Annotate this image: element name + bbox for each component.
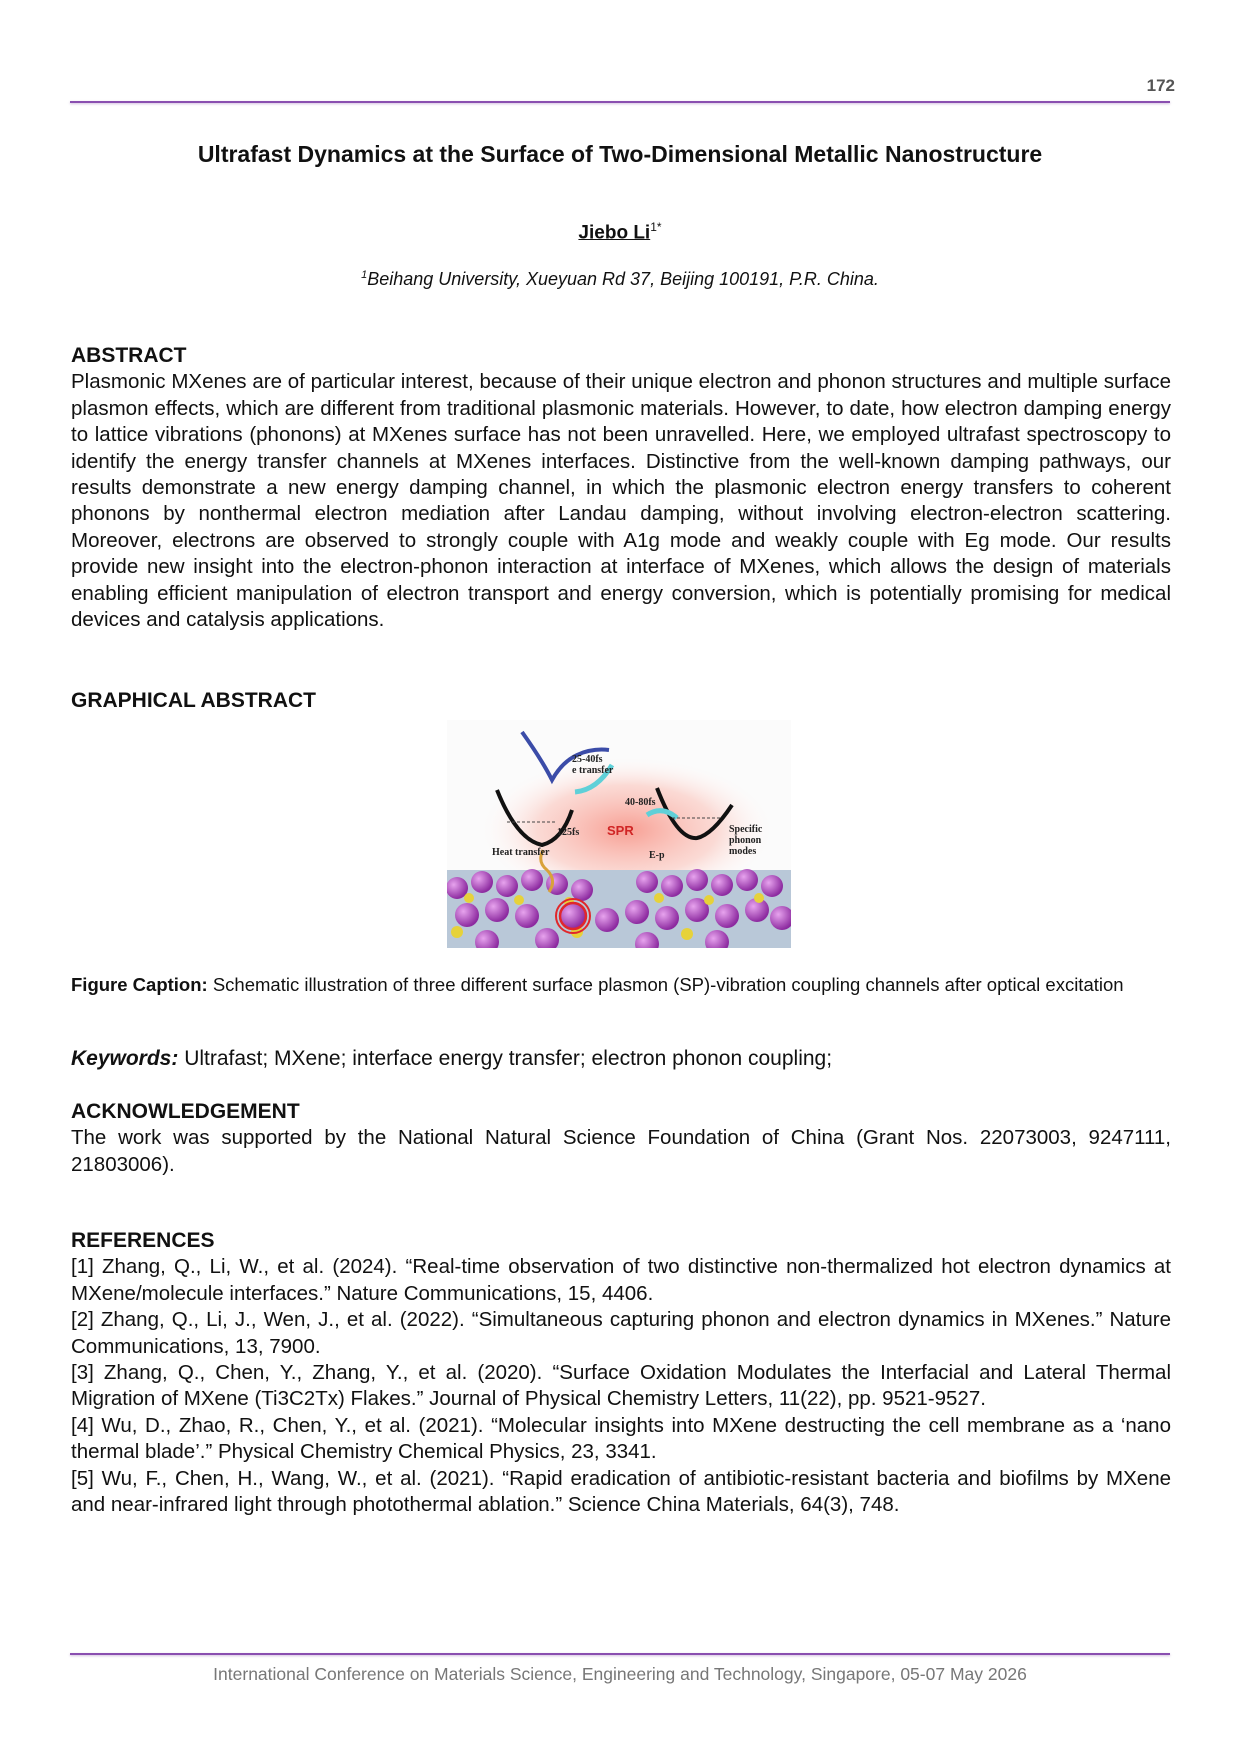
label-phonon: phonon — [729, 835, 762, 846]
affiliation-text: Beihang University, Xueyuan Rd 37, Beijing 100191, P.R. China. — [367, 269, 879, 289]
graphical-abstract-figure — [447, 720, 791, 948]
caption-text: Schematic illustration of three different surface plasmon (SP)-vibration coupling channels after optical excitation — [212, 974, 1124, 995]
reference-item: [3] Zhang, Q., Chen, Y., Zhang, Y., et al. (2020). “Surface Oxidation Modulates the Interfacial and Lateral Thermal Migration of MXene (Ti3C2Tx) Flakes.” Journal of Physical Chemistry Letters, 11(22), pp. 9521-9527. — [71, 1361, 1171, 1411]
keywords-label: Keywords: — [71, 1047, 179, 1070]
page-number: 172 — [1146, 76, 1175, 95]
abstract-section — [71, 343, 1171, 633]
affiliation-superscript: 1 — [361, 269, 368, 281]
caption-label: Figure Caption: — [71, 974, 208, 995]
label-specific: Specific — [729, 824, 763, 835]
acknowledgement-section — [71, 1099, 1171, 1178]
abstract-body: Plasmonic MXenes are of particular interest, because of their unique electron and phonon structures and multiple surface plasmon effects, which are different from traditional plasmonic materials. However, to date, how electron damping energy to lattice vibrations (phonons) at MXenes surface has not been unravelled. Here, we employed ultrafast spectroscopy to identify the energy transfer channels at MXenes interfaces. Distinctive from the well-known damping pathways, our results demonstrate a new energy damping channel, in which the plasmonic electron energy transfers to coherent phonons by nonthermal electron mediation after Landau damping, without involving electron-electron scattering. Moreover, electrons are observed to strongly couple with A1g mode and weakly couple with Eg mode. Our results provide new insight into the electron-phonon interaction at interface of MXenes, which allows the design of materials enabling efficient manipulation of electron transport and energy conversion, which is potentially promising for medical devices and catalysis applications. — [71, 370, 1171, 632]
footer-rule — [70, 1653, 1170, 1655]
affiliation — [70, 269, 1170, 290]
keywords-text: Ultrafast; MXene; interface energy transfer; electron phonon coupling; — [184, 1047, 833, 1070]
acknowledgement-heading: ACKNOWLEDGEMENT — [71, 1100, 300, 1123]
author-line — [70, 220, 1170, 244]
label-25-40fs: 25-40fs — [572, 754, 603, 765]
keywords-line — [71, 1047, 1171, 1071]
label-heat-transfer: Heat transfer — [492, 847, 550, 858]
graphical-abstract-illustration — [447, 720, 791, 948]
reference-item: [5] Wu, F., Chen, H., Wang, W., et al. (2021). “Rapid eradication of antibiotic-resistant bacteria and biofilms by MXene and near-infrared light through photothermal ablation.” Science China Materials, 64(3), 748. — [71, 1466, 1171, 1517]
label-e-transfer: e transfer — [572, 765, 614, 776]
header-rule — [70, 101, 1170, 103]
references-section — [71, 1228, 1171, 1518]
paper-title: Ultrafast Dynamics at the Surface of Two-Dimensional Metallic Nanostructure — [197, 141, 1043, 167]
author-superscript: 1* — [650, 220, 662, 234]
references-heading: REFERENCES — [71, 1229, 215, 1252]
label-modes: modes — [729, 846, 757, 857]
author-name: Jiebo Li — [578, 222, 651, 244]
reference-item: [1] Zhang, Q., Li, W., et al. (2024). “Real-time observation of two distinctive non-thermalized hot electron dynamics at MXene/molecule interfaces.” Nature Communications, 15, 4406. — [71, 1255, 1171, 1305]
label-125fs: 125fs — [557, 827, 580, 838]
label-40-80fs: 40-80fs — [625, 797, 656, 808]
reference-item: [4] Wu, D., Zhao, R., Chen, Y., et al. (2021). “Molecular insights into MXene destructing the cell membrane as a ‘nano thermal blade’.” Physical Chemistry Chemical Physics, 23, 3341. — [71, 1413, 1171, 1464]
reference-item: [2] Zhang, Q., Li, J., Wen, J., et al. (2022). “Simultaneous capturing phonon and electron dynamics in MXenes.” Nature Communications, 13, 7900. — [71, 1308, 1171, 1358]
label-e-p: E-p — [649, 850, 665, 861]
acknowledgement-body: The work was supported by the National Natural Science Foundation of China (Grant Nos. 22073003, 9247111, 21803006). — [71, 1126, 1171, 1176]
figure-caption — [71, 973, 1171, 997]
label-spr: SPR — [607, 823, 634, 838]
graphical-abstract-heading: GRAPHICAL ABSTRACT — [71, 689, 316, 712]
footer-text: International Conference on Materials Science, Engineering and Technology, Singapore, 05-07 May 2026 — [213, 1664, 1027, 1684]
abstract-heading: ABSTRACT — [71, 344, 187, 367]
